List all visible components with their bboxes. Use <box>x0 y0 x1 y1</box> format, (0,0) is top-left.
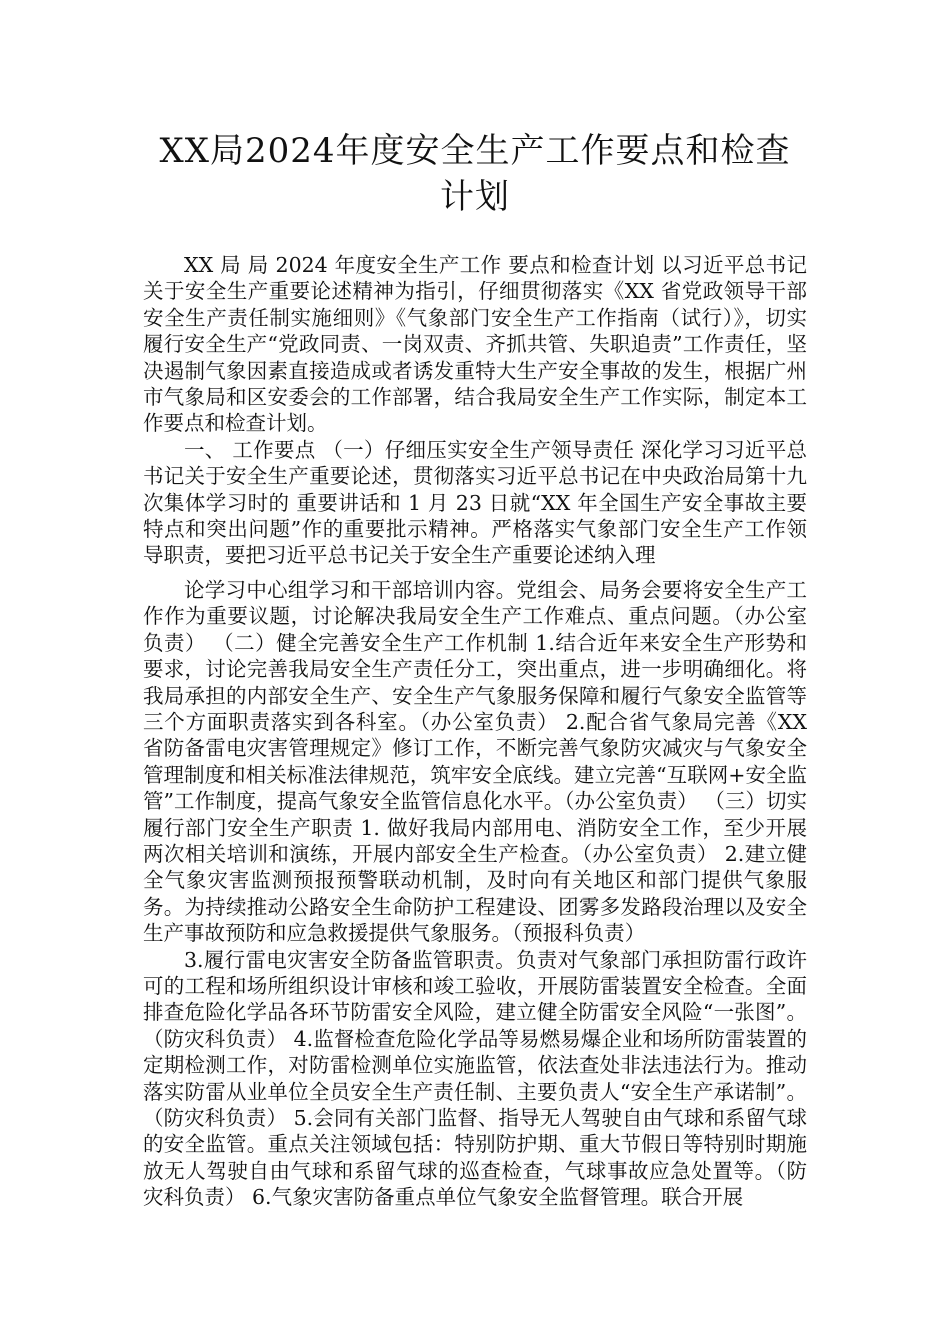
document-title: XX局2024年度安全生产工作要点和检查计划 <box>159 131 791 217</box>
paragraph-intro: XX 局 局 2024 年度安全生产工作 要点和检查计划 以习近平总书记关于安全生产重要论述精神为指引，仔细贯彻落实《XX 省党政领导干部安全生产责任制实施细则》《气象部门安全生产工作指南（试行）》，切实履行安全生产“党政同责、一岗双责、齐抓共管、失职追责”工作责任，坚决遏制气象因素直接造成或者诱发重特大生产安全事故的发生，根据广州市气象局和区安委会的工作部署，结合我局安全生产工作实际，制定本工作要点和检查计划。 <box>143 253 807 436</box>
paragraph-lightning-duty: 3.履行雷电灾害安全防备监管职责。负责对气象部门承担防雷行政许可的工程和场所组织设计审核和竣工验收，开展防雷装置安全检查。全面排查危险化学品各环节防雷安全风险，建立健全防雷安全风险“一张图”。（防灾科负责） 4.监督检查危险化学品等易燃易爆企业和场所防雷装置的定期检测工作，对防雷检测单位实施监管，依法查处非法违法行为。推动落实防雷从业单位全员安全生产责任制、主要负责人“安全生产承诺制”。（防灾科负责） 5.会同有关部门监督、指导无人驾驶自由气球和系留气球的安全监管。重点关注领域包括：特别防护期、重大节假日等特别时期施放无人驾驶自由气球和系留气球的巡查检查，气球事故应急处置等。（防灾科负责） 6.气象灾害防备重点单位气象安全监督管理。联合开展 <box>143 947 807 1210</box>
paragraph-mechanism: 论学习中心组学习和干部培训内容。党组会、局务会要将安全生产工作作为重要议题，讨论解决我局安全生产工作难点、重点问题。（办公室负责） （二）健全完善安全生产工作机制 1.结合近年来安全生产形势和要求，讨论完善我局安全生产责任分工，突出重点，进一步明确细化。将我局承担的内部安全生产、安全生产气象服务保障和履行气象安全监管等三个方面职责落实到各科室。（办公室负责） 2.配合省气象局完善《XX 省防备雷电灾害管理规定》修订工作，不断完善气象防灾减灾与气象安全管理制度和相关标准法律规范，筑牢安全底线。建立完善“互联网+安全监管”工作制度，提高气象安全监管信息化水平。（办公室负责） （三）切实履行部门安全生产职责 1. 做好我局内部用电、消防安全工作，至少开展两次相关培训和演练，开展内部安全生产检查。（办公室负责） 2.建立健全气象灾害监测预报预警联动机制，及时向有关地区和部门提供气象服务。为持续推动公路安全生命防护工程建设、团雾多发路段治理以及安全生产事故预防和应急救援提供气象服务。（预报科负责） <box>143 577 807 946</box>
document-page <box>143 128 807 1211</box>
paragraph-work-points: 一、 工作要点 （一）仔细压实安全生产领导责任 深化学习习近平总书记关于安全生产重要论述，贯彻落实习近平总书记在中央政治局第十九次集体学习时的 重要讲话和 1 月 23 日就“XX 年全国生产安全事故主要特点和突出问题”作的重要批示精神。严格落实气象部门安全生产工作领导职责，要把习近平总书记关于安全生产重要论述纳入理 <box>143 437 807 568</box>
document-body <box>143 252 807 1211</box>
